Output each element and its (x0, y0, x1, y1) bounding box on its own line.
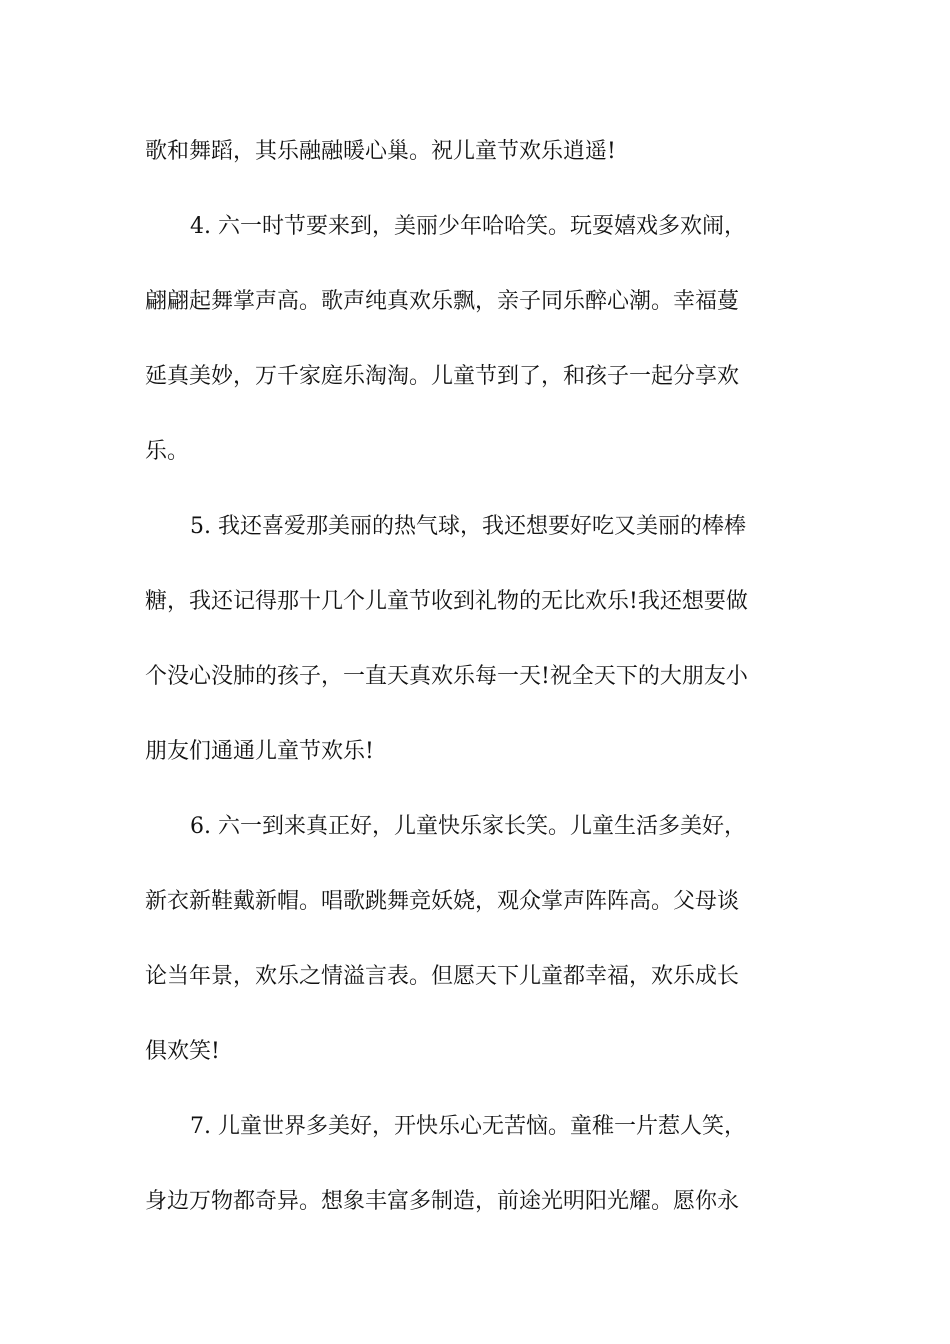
text-line: 翩翩起舞掌声高。歌声纯真欢乐飘，亲子同乐醉心潮。幸福蔓 (145, 289, 740, 314)
text-line: 延真美妙，万千家庭乐淘淘。儿童节到了，和孩子一起分享欢 (145, 364, 740, 389)
text-line: 俱欢笑! (145, 1039, 220, 1064)
paragraph-4-start: 4. 六一时节要来到，美丽少年哈哈笑。玩耍嬉戏多欢闹， (190, 214, 746, 239)
text-line: 歌和舞蹈，其乐融融暖心巢。祝儿童节欢乐逍遥! (145, 139, 616, 164)
text-line: 身边万物都奇异。想象丰富多制造，前途光明阳光耀。愿你永 (145, 1189, 740, 1214)
paragraph-5-start: 5. 我还喜爱那美丽的热气球，我还想要好吃又美丽的棒棒 (190, 514, 746, 539)
text-line: 朋友们通通儿童节欢乐! (145, 739, 374, 764)
text-line: 乐。 (145, 439, 190, 464)
paragraph-7-start: 7. 儿童世界多美好，开快乐心无苦恼。童稚一片惹人笑， (190, 1114, 746, 1139)
text-line: 新衣新鞋戴新帽。唱歌跳舞竞妖娆，观众掌声阵阵高。父母谈 (145, 889, 740, 914)
text-line: 个没心没肺的孩子，一直天真欢乐每一天!祝全天下的大朋友小 (145, 664, 748, 689)
text-line: 论当年景，欢乐之情溢言表。但愿天下儿童都幸福，欢乐成长 (145, 964, 740, 989)
paragraph-6-start: 6. 六一到来真正好，儿童快乐家长笑。儿童生活多美好， (190, 814, 746, 839)
text-line: 糖，我还记得那十几个儿童节收到礼物的无比欢乐!我还想要做 (145, 589, 748, 614)
